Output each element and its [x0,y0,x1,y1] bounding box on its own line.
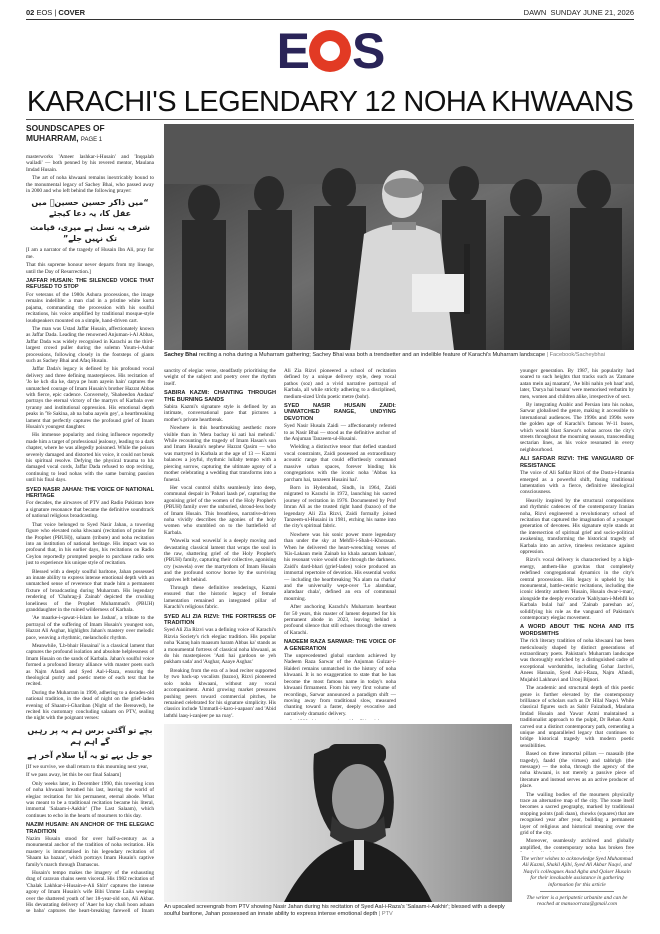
paragraph: Sabira Kazmi's signature style is defined by an intimate, conversational pace that pictures a mother's private heartbreak. [164,404,276,423]
paragraph: Nowhere was his sonic power more legendary than under the sky at Mehfil-i-Shah-i-Khorasan. When he delivered the heart-wrenching verses of 'Kis-Lakaun mein Zainab ko khala aaraam kahaan', his resonant voice would slice through the darkness. Zaidi's dard-bhari (grief-laden) voice produced an immortal repertoire of devotion. His essential works — including the heartbreaking 'Na alam na charka' and the universally wept-over 'Lo alamdaar, alamdaar chala', defined an era of communal mourning. [284,531,396,602]
paragraph: Syed Ali Zia Rizvi was a defining voice of Karachi's Rizvia Society's rich elegiac tradition. His popular noha 'Karaq hain maasum haram Abbas ka' stands as a monumental fortress of classical noha khwaani, as do his masterpieces 'Aati hai gardoon se yeh pukham sada' and 'Asghar, Aaaye Asghar.' [164,627,276,666]
section-heading: NAZIM HUSAIN: AN ANCHOR OF THE ELEGIAC TRADITION [26,822,154,835]
logo-letter-s: S [352,23,384,79]
paragraph: masterworks 'Ameer lashkar-i-Husain' and 'Inqqalab wailadi' — both penned by his revered mentor, Maulana Imdad Husain. [26,154,154,173]
section-heading: SYED ALI ZIA RIZVI: THE FORTRESS OF TRADITION [164,613,276,627]
paragraph: Only weeks later, in December 1990, this towering icon of noha khwaani breathed his last, leaving the world of elegiac recitation for his permanent, eternal abode. What was meant to be a traditional recitation became his literal, immortal 'Salaam-i-Aakhir' (The Last Salaam), which continues to echo in the hearts of mourners to this day. [26,780,154,819]
page-section: 02 EOS | COVER [26,8,86,17]
paragraph: Moreover, seamlessly archived and globally amplified, the contemporary noha has broken free [520,838,634,851]
paragraph: 'Waweila wad wuweila' is a deeply moving and devastating classical lament that wraps the soul in the raw, shattering grief of the Holy Prophet's (PBUH) family, capturing their collective, agonising cry (wawela) over the martyrdom of Imam Husain and the profound sorrow borne by the surviving captives left behind. [164,538,276,583]
kicker [26,124,156,145]
paragraph: The art of noha khwaani remains inextricably bound to the monumental legacy of Sachey Bhai, who passed away in 2000 and who left behind the following prayer: [26,175,154,195]
page-number: 02 [26,8,35,17]
eos-logo [0,23,660,79]
article-column-3 [284,368,396,720]
article-column-2 [164,368,276,720]
section-heading: SABIRA KAZMI: CHANTING THROUGH THE BURNING SANDS [164,390,276,403]
paragraph: Based on three immortal pillars — maasaib (the tragedy), faadd (the virtues) and tabbrigh (the message) — the noha, through the agency of the noha khwaani, is not merely a passive piece of literature and instead serves as an active producer of place. [520,751,634,790]
paragraph: By integrating Arabic and Persian into his nohas, Sarwar globalised the genre, making it accessible to international audiences. The 1990s and 1990s were the golden age of Karachi's famous W-11 buses, which would blast Sarwar's nohas across the city's streets throughout the mourning season, transcending sectarian lines, as his voice resonated in every neighbourhood. [520,402,634,453]
paragraph: For veterans of the 1980s Ashura processions, the image remains indelible: a man clad in a pristine white kurta pajama, commanding the procession with his soulful recitations, his voice amplified by traditional mosque-style loudspeakers mounted on a simple, hand-driven cart. [26,291,154,324]
note-divider [540,891,614,892]
acknowledgement: The writer wishes to acknowledge Syed Muhammad Ali Kazmi, Shakil Ajibi, Syed Ali Akbar Naqvi, and Naqvi's colleagues Asad Agha and Qaiser Husain for their invaluable assistance in gathering information for this article [521,856,633,888]
section-heading: NADEEM RAZA SARWAR: THE VOICE OF A GENERATION [284,639,396,652]
article-column-1 [26,154,154,914]
issue-date: SUNDAY JUNE 21, 2026 [550,8,634,17]
caption-text: An upscaled screengrab from PTV showing Nasir Jahan during his recitation of Syed Aal-i-Raza's 'Salaam-i-Aakhir'; blessed with a deeply soulful baritone, Jahan possessed an innate ability to express intense emotional depth [164,904,505,917]
paragraph: Her vocal control shifts seamlessly into deep, communal despair in 'Pahari laash pe', capturing the agonising grief of the women of the Holy Prophet's (PBUH) family over the unburied, shroud-less body of Imam Husain. This breathless, narrative-driven noha vividly describes the agonies of the holy women who stumbled on to the battlefield of Karbala. [164,484,276,536]
paper-name: DAWN [523,8,547,17]
verse-translation: That this supreme honour never departs from my lineage, until the Day of Resurrection.] [26,262,154,275]
paragraph: Breaking from the era of a lead reciter supported by two back-up vocalists (bazoo), Rizvi pioneered solo noha khwaani, without any vocal accompaniment. Amid growing market pressures pushing peers toward commercial pitches, he remained celebrated for his signature simplicity. His classics include 'Ummatli-i-karo-i-aapaon' and 'Abid laththi laaq-i-zanjeer pe na roay'. [164,667,276,719]
paragraph: The rich literary tradition of noha khwaani has been meticulously shaped by distinct generations of extraordinary poets. Pakistan's Muharram landscape was thoroughly enriched by a distinguished cadre of exceptional wordsmiths, including Gohar Jarchvi, Anees Hasnain, Syed Aal-i-Raza, Najm Afandi, Mujahid Lakhnavi and Urooj Bijnori. [520,638,634,683]
paragraph: 'Ae maarke-i-qawat-i-Islam ke Jashan', a tribute to the portrayal of the suffering of Imam Husain's youngest son, Hazrat Ali Asghar, highlights Jahan's mastery over melodic pace, weaving a rhythmic, melancholic rhythm. [26,615,154,641]
section-heading: A WORD ABOUT THE NOHA AND ITS WORDSMITHS [520,624,634,637]
section-heading: ALI SAFDAR RIZVI: THE VANGUARD OF RESISTANCE [520,456,634,469]
section-heading: SYED NASIR JAHAN: THE VOICE OF NATIONAL HERITAGE [26,486,154,500]
section-sub: COVER [58,8,86,17]
paragraph: After anchoring Karachi's Muharram heartbeat for 50 years, this master of lament departed for his permanent abode in 2023, leaving behind a profound silence that still echoes through the streets of Karachi. [284,604,396,636]
paragraph: Meanwhile, 'Lb-bhair Husainai' is a classical lament that captures the profound isolation and absolute helplessness of Imam Husain on the sands of Karbala. Jahan's soulful voice formed a profound literary alliance with master poets such as Najm Afandi and Syed Aal-i-Raza, ensuring the theological purity and poetic metre of each text that he recited. [26,643,154,688]
verse-translation: If we pass away, let this be our final Salaam] [26,772,121,779]
paragraph: younger generation. By 1987, his popularity had soared to such heights that tracks such as 'Zamane aatan mein aaj maatam', 'Ae bibi nahin yeh baat' and, later, 'Darya hai bunara' were memorised verbatim by men, women and children alike, irrespective of sect. [520,368,634,400]
photo-credit: | Facebook/Sacheybhai [546,352,605,358]
paragraph: During the Muharram in 1990, adhering to a decades-old national tradition, in the dead of night on the grief-laden evening of Shaam-i-Ghariban (Night of the Bereaved), he recited his customary concluding salaam on PTV, sealing the night with the poignant verses: [26,689,154,722]
article-column-4 [520,368,634,852]
paragraph: Jaffar Dada's legacy is defined by his profound vocal delivery and three defining masterpieces. His recitation of 'Jo ke kch dia ke, darya pe hum aayein hain' captures the unmatched courage of Imam Husain's brother Hazrat Abbas with fierce, epic cadence. Conversely, 'Shaheedon Andaaz' portrays the eternal victory of the martyrs of Karbala over tyranny and institutional oppression. His emotional depth peaks in 'Ye Sakina, ab na baba aayein gey', a heartbreaking lament that perfectly captures the profound grief of Imam Husain's youngest daughter. [26,366,154,430]
paragraph: Blessed with a deeply soulful baritone, Jahan possessed an innate ability to express intense emotional depth with an unmatched sense of reverence that made him a permanent fixture of broadcasting during Muharram. His legendary rendering of 'Chahrag-ji Zainab' depicted the crushing loneliness of the Prophet Muhammad's (PBUH) granddaughter in the ruined wilderness of Karbala. [26,568,154,613]
writer-bio: The writer is a peripatetic urbanite and can be reached at mansoorraza@gmail.com [526,895,628,908]
caption-text: reciting a noha during a Muharram gathering; Sachey Bhai was both a trendsetter and an indelible feature of Karachi's Muharram landscape [197,352,546,358]
paragraph: Rizvi's vocal delivery is characterised by a high-energy, anthem-like gravitas that completely redefined congregational dynamics in the city's central processions. His legacy is upheld by his monumental, battle-centric recitations, including the iconic identity anthem 'Husain, Husain dwar-i-man', alongside the deeply evocative 'Kahlyaan-i-Mehfil ko Karbala bulal hai' and 'Zainab pareshan ao', solidifying his role as the vanguard of Pakistan's contemporary elegiac movement. [520,557,634,622]
paragraph: That voice belonged to Syed Nasir Jahan, a towering figure who elevated noha khwaani (recitation of praise for the Prophet (PBUH)), salaam (tribute) and noha recitation into an institution of national heritage. His impact was so profound that, in his earlier days, his recitations on Radio Ceylon reportedly prompted people to purchase radio sets just to experience his unique style of recitation. [26,521,154,567]
verse-translation: [If we survive, we shall return to this mourning next year, [26,763,149,770]
paragraph [284,719,396,720]
urdu-verse: “میں ذاکر حسین حسینؑ میں عقل کا، یہ دعا کیجئے [31,198,149,219]
sachey-bhai-photo [164,124,634,350]
photo1-caption [164,352,634,359]
paragraph: Husain's tempo makes the imagery of the exhausting drag of caravan chains seem visceral. His 1982 recitation of 'Chalak Lakhkar-i-Husain-e-Ali Shirr' captures the intense agony of Imam Husain's wife Bibi Umme Laila weeping over the shattered youth of her 18-year-old son, Ali Akbar. His devastating delivery of 'Aaer ho kay chali hoon ashaan se baba' captures the heart-breaking farewell of Imam [26,869,154,914]
headline: KARACHI'S LEGENDARY 12 NOHA KHWAANS [26,86,634,118]
paragraph: Nowhere is this heartbreaking aesthetic more visible than in 'Mera bachay ki aati hai mehndi.' While recounting the tragedy of Imam Hasan's son and Imam Husain's nephew Hazrat Qasim — who was martyred in Karbala at the age of 13 — Kazmi balances a joyful, rhythmic lullaby tempo with a piercing sorrow, capturing the ultimate agony of a mother celebrating a wedding that transforms into a funeral. [164,425,276,483]
kicker-title: SOUNDSCAPES OF MUHARRAM, [26,123,105,143]
paragraph: Nazim Husain stood for over half-a-century as a monumental anchor of the tradition of noha recitation. His mastery is immortalised in his legendary recitation of 'Shaam ka bazaar', which portrays Imam Husain's captive family's march through Damascus. [26,835,154,868]
paragraph: For decades, the airwaves of PTV and Radio Pakistan bore a signature resonance that became the definitive soundtrack of national religious broadcasting. [26,500,154,520]
paragraph: Ali Zia Rizvi pioneered a school of recitation defined by a unique delivery style, deep vocal pathos (soz) and a vivid narrative portrayal of Karbala, all while strictly adhering to a disciplined, medium-sized Urdu poetic metre (bohr). [284,368,396,400]
section-name: EOS [36,8,53,17]
page-header [26,8,634,20]
urdu-verse: جو جل بہے تو یہ آیا سلام آخر ہے [27,750,153,760]
urdu-verse: شرف یہ نسل ہے میری، قیامت تک نہیں جلے” [30,223,150,244]
photo2-caption [164,904,514,917]
urdu-verse: بچے تو آگئی برس ہم یہ پر رہیں گے اہم ہم [27,725,153,746]
photo-credit: | PTV [378,910,393,917]
paragraph: Born in Hyderabad, Sindh, in 1964, Zaidi migrated to Karachi in 1972, launching his sacred journey of recitation in 1976. Documented by Prof Imran Ali as the trusted right hand (bazoo) of the legendary Ali Zia Rizvi, Zaidi formally joined Tanzeem-ul-Husaini in 1981, etching his name into the city's spiritual fabric. [284,484,396,530]
photo-illustration [164,724,512,902]
acknowledgement-note [520,856,634,911]
logo-o-icon [309,30,351,72]
paper-date [524,8,634,19]
paragraph: The wailing bodies of the mourners physically trace an alternative map of the city. The route itself becomes a sacred geography, marked by traditional stopping points (pali daan), chowks (squares) that are recognised year after year, building a permanent layer of religious and historical meaning over the grid of the city. [520,791,634,837]
caption-name: Sachey Bhai [164,352,198,358]
photo-illustration [164,124,634,350]
paragraph: sanctity of elegiac verse, steadfastly prioritising the weight of the subject and poetry over the rhythm itself. [164,368,276,387]
paragraph: Wielding a distinctive tenor that defied standard vocal constraints, Zaidi possessed an extraordinary acoustic range that could effortlessly command massive urban spaces, forever binding his congregations with the iconic noha 'Abbas ka parcham hai, tanzeem Husaini hai'. [284,444,396,483]
section-heading: SYED NASIR HUSAIN ZAIDI: UNMATCHED RANGE, UNDYING DEVOTION [284,403,396,422]
paragraph: The academic and structural depth of this poetic genre is further elevated by the contemporary brilliance of scholars such as Dr Hilal Naqvi. While classical figures such as Sabir Faizabadi, Maulana Imdad Husain and Yawar Azmi maintained a traditionalist approach to the pulpit, Dr Rehan Azmi carved out a distinct contemporary path, cementing a unique and unparalleled legacy that continues to bridge historical tragedy with modern poetic sensibilities. [520,685,634,749]
paragraph: The voice of Ali Safdar Rizvi of the Dasta-i-Imamia emerged as a powerful shift, fusing traditional lamentation with a fierce, definitive ideological consciousness. [520,470,634,496]
section-heading: JAFFAR HUSAIN: THE SILENCED VOICE THAT REFUSED TO STOP [26,278,154,291]
logo-letter-e: E [276,23,308,79]
paragraph: The unprecedented global stardom achieved by Nadeem Raza Sarwar of the Anjuman Gulzar-i-Haideri remains unmatched in the history of noha khwaani. It is no exaggeration to state that he has become the most famous name in today's noha khwaani firmament. From his very first volume of recordings, Sarwar announced a paradigm shift — moving away from traditional slow, measured chanting toward a faster, deeply evocative and narratively dramatic delivery. [284,653,396,717]
paragraph: His immense popularity and rising influence reportedly made him a target of professional jealousy, leading to a dark chapter, where he was allegedly poisoned. While the poison severely damaged and distorted his voice, it could not break his spiritual resolve. Defying the physical trauma to his damaged vocal cords, Jaffar Dada refused to stop reciting, continuing to lead nohas with the same burning passion until his final days. [26,432,154,484]
paragraph: Heavily inspired by the structural compositions and rhythmic cadences of the contemporary Iranian noha, Rizvi engineered a revolutionary school of recitation that captured the imagination of a younger generation of devotees. His signature style stands at the intersection of spiritual grief and socio-political awakening, transforming the historical tragedy of Karbala into an active, timeless resistance against oppression. [520,497,634,555]
kicker-page-link[interactable]: PAGE 1 [80,136,103,143]
headline-rule [26,119,634,120]
verse-translation: [I am a narrator of the tragedy of Husain Ibn Ali, pray for me. [26,247,154,260]
paragraph: Syed Nasir Husain Zaidi — affectionately referred to as Nasir Bhai — stood as the definitive anchor of the Anjuman Tanzeem-ul-Husaini. [284,423,396,443]
nasir-jahan-photo [164,724,512,902]
paragraph: The man was Ustad Jaffar Husain, affectionately known as Jaffar Dada. Leading the renowned Anjuman-i-Al Abbas, Jaffar Dada was widely recognised in Karachi as the third-largest crowd puller during the solemn Youm-i-Ashur processions, following closely in the footsteps of giants such as Sachey Bhai and Afaq Husain. [26,325,154,364]
paragraph: Through these definitive renderings, Kazmi ensured that the historic legacy of female lamentation remained an integrated pillar of Karachi's religious fabric. [164,585,276,611]
